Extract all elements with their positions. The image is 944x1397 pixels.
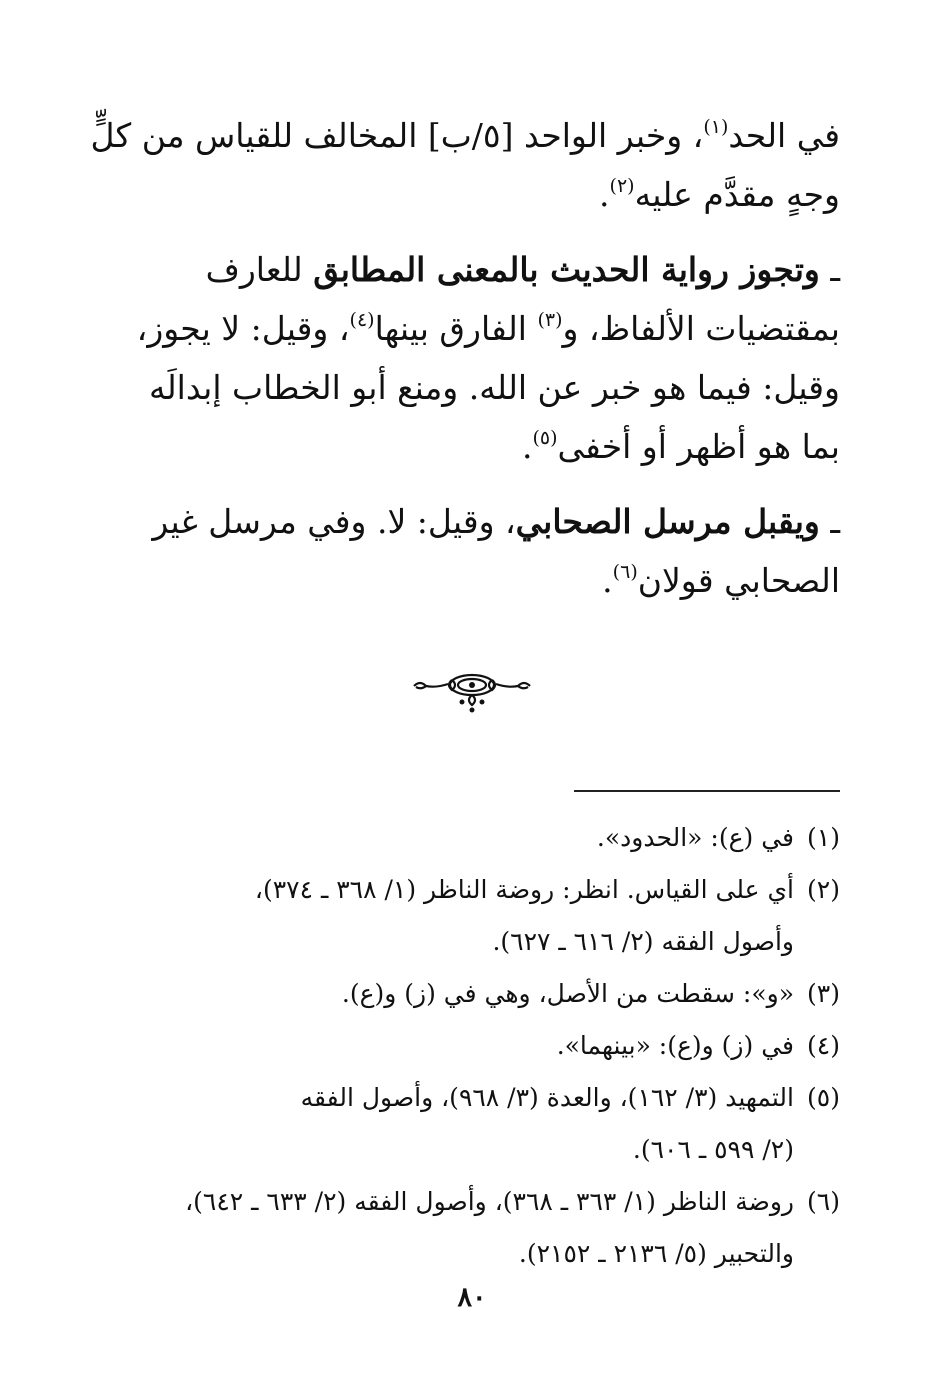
text-line — [104, 299, 840, 358]
footnote-number: (٣) — [807, 979, 840, 1008]
text-run: الصحابي قولان — [637, 561, 840, 600]
text-line — [104, 551, 840, 610]
footnote-number: (٤) — [807, 1031, 840, 1060]
text-run: ، وخبر الواحد [٥/ب] المخالف للقياس من كلٍّ — [90, 116, 704, 155]
footnote-number: (٢) — [807, 875, 840, 904]
footnote-number: (١) — [807, 823, 840, 852]
footnote-ref-5[interactable]: (٥) — [532, 427, 558, 449]
text-run: . — [521, 427, 533, 466]
text-line — [104, 165, 840, 224]
text-run: ، وقيل: لا. وفي مرسل غير — [152, 502, 516, 541]
text-line — [104, 492, 840, 551]
footnote-number: (٦) — [807, 1187, 840, 1216]
footnote-item — [104, 968, 840, 1020]
footnote-text: والتحبير (٥/ ٢١٣٦ ـ ٢١٥٢). — [518, 1239, 794, 1268]
footnote-text: (٢/ ٥٩٩ ـ ٦٠٦). — [632, 1135, 794, 1164]
footnote-divider — [574, 790, 840, 792]
page-number: ٨٠ — [457, 1282, 487, 1313]
text-run: وقيل: فيما هو خبر عن الله. ومنع أبو الخطاب إبدالَه — [148, 368, 840, 407]
text-run: بما هو أظهر أو أخفى — [557, 427, 840, 466]
text-run: ، وقيل: لا يجوز، — [136, 309, 350, 348]
footnote-ref-2[interactable]: (٢) — [609, 175, 635, 197]
text-line — [104, 358, 840, 417]
text-line — [90, 106, 840, 165]
text-run: في الحد — [728, 116, 840, 155]
footnote-text: في (ع): «الحدود». — [596, 823, 794, 852]
paragraph-2 — [104, 240, 840, 476]
text-line — [104, 240, 840, 299]
footnote-ref-1[interactable]: (١) — [703, 116, 729, 138]
footnote-ref-6[interactable]: (٦) — [612, 561, 638, 583]
ornament-icon — [408, 664, 536, 716]
footnote-number: (٥) — [807, 1083, 840, 1112]
footnotes — [104, 812, 840, 1280]
footnote-item — [104, 1020, 840, 1072]
footnote-text: روضة الناظر (١/ ٣٦٣ ـ ٣٦٨)، وأصول الفقه (٢/ ٦٣٣ ـ ٦٤٢)، — [185, 1187, 794, 1216]
text-run: وجهٍ مقدَّم عليه — [634, 175, 840, 214]
footnote-text: التمهيد (٣/ ١٦٢)، والعدة (٣/ ٩٦٨)، وأصول الفقه — [300, 1083, 794, 1112]
text-line — [104, 417, 840, 476]
text-run: الفارق بينها — [374, 309, 538, 348]
footnote-text: «و»: سقطت من الأصل، وهي في (ز) و(ع). — [341, 979, 794, 1008]
text-run: ـ — [819, 502, 840, 541]
paragraph-3 — [104, 492, 840, 610]
text-run: بمقتضيات الألفاظ، و — [562, 309, 840, 348]
text-run: . — [602, 561, 613, 600]
paragraph-1 — [90, 106, 840, 224]
footnote-text: أي على القياس. انظر: روضة الناظر (١/ ٣٦٨ ـ ٣٧٤)، — [254, 875, 794, 904]
text-run: ـ — [819, 250, 840, 289]
footnote-item — [104, 1072, 840, 1176]
bold-heading-run: وتجوز رواية الحديث بالمعنى المطابق — [313, 250, 820, 289]
text-run: للعارف — [205, 250, 314, 289]
footnote-text: وأصول الفقه (٢/ ٦١٦ ـ ٦٢٧). — [492, 927, 794, 956]
footnote-item — [104, 1176, 840, 1280]
footnote-text: في (ز) و(ع): «بينهما». — [556, 1031, 794, 1060]
footnote-item — [104, 812, 840, 864]
footnote-ref-3[interactable]: (٣) — [537, 309, 563, 331]
bold-heading-run: ويقبل مرسل الصحابي — [515, 502, 820, 541]
footnote-item — [104, 864, 840, 968]
footnote-ref-4[interactable]: (٤) — [349, 309, 375, 331]
text-run: . — [599, 175, 610, 214]
